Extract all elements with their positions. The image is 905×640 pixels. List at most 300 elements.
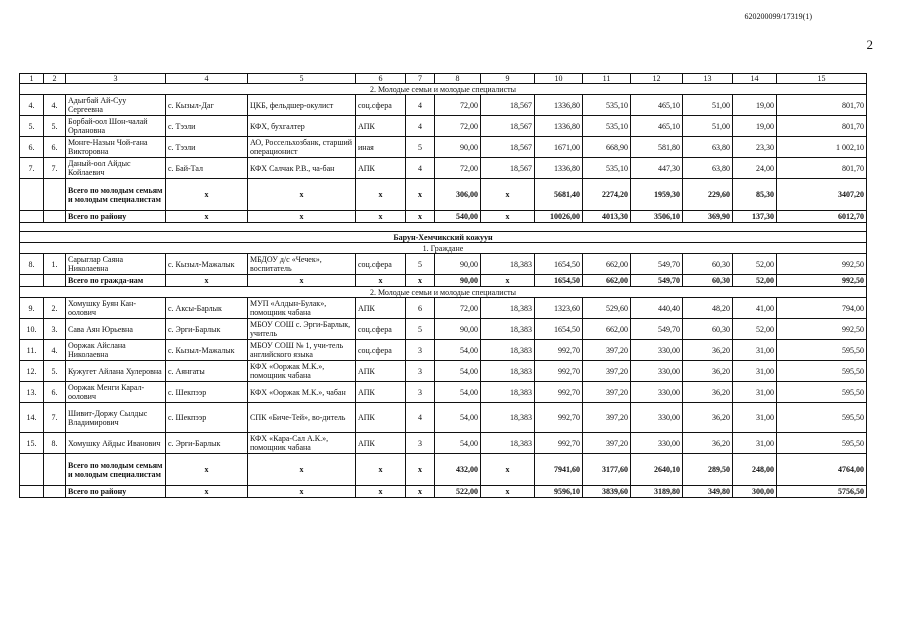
table-cell: соц.сфера — [356, 254, 406, 275]
table-cell: 794,00 — [777, 298, 867, 319]
table-cell: 330,00 — [631, 433, 683, 454]
table-cell: с. Бай-Тал — [166, 158, 248, 179]
column-header: 15 — [777, 74, 867, 84]
table-cell: 36,20 — [683, 361, 733, 382]
table-cell: 3 — [406, 361, 435, 382]
table-cell: 595,50 — [777, 403, 867, 433]
table-cell: 52,00 — [733, 254, 777, 275]
total-cell: 349,80 — [683, 486, 733, 498]
total-cell: Всего по району — [66, 486, 166, 498]
table-cell: МБОУ СОШ № 1, учи-тель английского языка — [248, 340, 356, 361]
table-cell: КФХ Салчак Р.В., ча-бан — [248, 158, 356, 179]
table-cell: 330,00 — [631, 403, 683, 433]
table-row — [20, 254, 867, 275]
total-cell: 4013,30 — [583, 211, 631, 223]
table-cell: 4. — [44, 340, 66, 361]
document-id: 620200099/17319(1) — [744, 12, 812, 21]
table-cell: 18,383 — [481, 361, 535, 382]
table-cell: КФХ «Ооржак М.К.», помощник чабана — [248, 361, 356, 382]
table-row — [20, 361, 867, 382]
table-cell: Сарыглар Саяна Николаевна — [66, 254, 166, 275]
table-cell: 60,30 — [683, 254, 733, 275]
table-cell: Ооржак Айслана Николаевна — [66, 340, 166, 361]
table-cell: 31,00 — [733, 340, 777, 361]
table-cell: 3 — [406, 382, 435, 403]
table-cell: 31,00 — [733, 433, 777, 454]
section-heading: 2. Молодые семьи и молодые специалисты — [20, 287, 867, 298]
table-cell: 54,00 — [435, 433, 481, 454]
table-cell: с. Кызыл-Даг — [166, 95, 248, 116]
table-cell: 7. — [44, 403, 66, 433]
total-cell: 229,60 — [683, 179, 733, 211]
table-cell: 54,00 — [435, 403, 481, 433]
empty-cell — [44, 486, 66, 498]
table-cell: АО, Россельхозбанк, старший операционист — [248, 137, 356, 158]
table-cell: 992,50 — [777, 254, 867, 275]
table-cell: 51,00 — [683, 116, 733, 137]
district-heading: Барун-Хемчикский кожуун — [20, 232, 867, 243]
table-cell: 19,00 — [733, 116, 777, 137]
table-cell: 535,10 — [583, 158, 631, 179]
table-cell: Сава Аян Юрьевна — [66, 319, 166, 340]
table-cell: АПК — [356, 382, 406, 403]
table-cell: 18,567 — [481, 137, 535, 158]
table-cell: 4. — [44, 95, 66, 116]
table-cell: 24,00 — [733, 158, 777, 179]
table-cell: 1671,00 — [535, 137, 583, 158]
table-cell: 662,00 — [583, 319, 631, 340]
table-cell: 18,567 — [481, 158, 535, 179]
table-cell: 14. — [20, 403, 44, 433]
table-cell: АПК — [356, 433, 406, 454]
table-row — [20, 340, 867, 361]
table-cell: 90,00 — [435, 319, 481, 340]
total-cell: 9596,10 — [535, 486, 583, 498]
table-cell: 18,383 — [481, 254, 535, 275]
table-cell: соц.сфера — [356, 340, 406, 361]
table-cell: Борбай-оол Шон-чалай Орлановна — [66, 116, 166, 137]
table-cell: ЦКБ, фельдшер-окулист — [248, 95, 356, 116]
total-cell: x — [166, 179, 248, 211]
table-cell: 1336,80 — [535, 95, 583, 116]
table-cell: 668,90 — [583, 137, 631, 158]
total-cell: Всего по району — [66, 211, 166, 223]
table-cell: КФХ «Кара-Сал А.К.», помощник чабана — [248, 433, 356, 454]
column-header: 9 — [481, 74, 535, 84]
empty-cell — [44, 211, 66, 223]
total-cell: Всего по молодым семьям и молодым специалистам — [66, 179, 166, 211]
subsidy-table — [19, 73, 867, 498]
table-cell: 465,10 — [631, 116, 683, 137]
total-cell: x — [356, 179, 406, 211]
table-cell: 5. — [44, 116, 66, 137]
column-header: 14 — [733, 74, 777, 84]
column-header: 8 — [435, 74, 481, 84]
table-cell: 7. — [20, 158, 44, 179]
total-cell: 992,50 — [777, 275, 867, 287]
total-cell: 3177,60 — [583, 454, 631, 486]
table-cell: МБОУ СОШ с. Эрги-Барлык, учитель — [248, 319, 356, 340]
table-cell: 4 — [406, 158, 435, 179]
empty-cell — [20, 275, 44, 287]
total-cell: 540,00 — [435, 211, 481, 223]
table-cell: 36,20 — [683, 433, 733, 454]
table-cell: 4 — [406, 116, 435, 137]
table-cell: 992,70 — [535, 403, 583, 433]
total-cell: 549,70 — [631, 275, 683, 287]
table-cell: 48,20 — [683, 298, 733, 319]
table-cell: 5 — [406, 319, 435, 340]
total-cell: 60,30 — [683, 275, 733, 287]
table-cell: 595,50 — [777, 433, 867, 454]
table-cell: 5 — [406, 254, 435, 275]
table-cell: 31,00 — [733, 403, 777, 433]
table-cell: 12. — [20, 361, 44, 382]
table-cell: с. Шекпээр — [166, 382, 248, 403]
table-cell: с. Тээли — [166, 137, 248, 158]
table-cell: 72,00 — [435, 158, 481, 179]
table-cell: 535,10 — [583, 116, 631, 137]
table-cell: 447,30 — [631, 158, 683, 179]
section-heading-row — [20, 84, 867, 95]
table-cell: 72,00 — [435, 95, 481, 116]
total-cell: x — [248, 275, 356, 287]
table-cell: АПК — [356, 116, 406, 137]
table-cell: с. Эрги-Барлык — [166, 319, 248, 340]
table-cell: 31,00 — [733, 382, 777, 403]
section-heading-row — [20, 287, 867, 298]
total-cell: 3407,20 — [777, 179, 867, 211]
empty-cell — [20, 211, 44, 223]
table-cell: 63,80 — [683, 158, 733, 179]
subtotal-row — [20, 275, 867, 287]
table-cell: 2. — [44, 298, 66, 319]
total-cell: x — [166, 275, 248, 287]
table-cell: 36,20 — [683, 382, 733, 403]
table-cell: 63,80 — [683, 137, 733, 158]
section-heading: 2. Молодые семьи и молодые специалисты — [20, 84, 867, 95]
table-cell: АПК — [356, 403, 406, 433]
table-cell: Шивит-Доржу Сылдыс Владимирович — [66, 403, 166, 433]
district-heading-row — [20, 232, 867, 243]
table-cell: 18,383 — [481, 403, 535, 433]
table-cell: 23,30 — [733, 137, 777, 158]
table-cell: 1 002,10 — [777, 137, 867, 158]
table-cell: 51,00 — [683, 95, 733, 116]
table-cell: 549,70 — [631, 254, 683, 275]
table-cell: 801,70 — [777, 158, 867, 179]
table-cell: 6. — [20, 137, 44, 158]
total-cell: x — [406, 179, 435, 211]
table-row — [20, 382, 867, 403]
empty-cell — [44, 179, 66, 211]
blank-cell — [20, 223, 867, 232]
table-cell: КФХ «Ооржак М.К.», чабан — [248, 382, 356, 403]
table-cell: 549,70 — [631, 319, 683, 340]
table-cell: 36,20 — [683, 403, 733, 433]
table-cell: 18,383 — [481, 340, 535, 361]
table-cell: 992,70 — [535, 361, 583, 382]
table-cell: 595,50 — [777, 382, 867, 403]
total-cell: 3839,60 — [583, 486, 631, 498]
table-cell: с. Кызыл-Мажалык — [166, 254, 248, 275]
table-cell: Кужугет Айлана Хулеровна — [66, 361, 166, 382]
table-cell: 10. — [20, 319, 44, 340]
table-cell: с. Аянгаты — [166, 361, 248, 382]
table-cell: с. Эрги-Барлык — [166, 433, 248, 454]
table-cell: 992,70 — [535, 340, 583, 361]
table-cell: 397,20 — [583, 340, 631, 361]
table-cell: Хомушку Айдыс Иванович — [66, 433, 166, 454]
table-cell: 8. — [20, 254, 44, 275]
total-cell: x — [356, 486, 406, 498]
table-cell: 992,70 — [535, 382, 583, 403]
table-cell: 397,20 — [583, 403, 631, 433]
total-cell: x — [481, 211, 535, 223]
table-cell: 13. — [20, 382, 44, 403]
table-cell: 330,00 — [631, 361, 683, 382]
blank-row — [20, 223, 867, 232]
table-cell: 529,60 — [583, 298, 631, 319]
table-cell: 54,00 — [435, 340, 481, 361]
total-cell: 7941,60 — [535, 454, 583, 486]
table-cell: 3. — [44, 319, 66, 340]
table-cell: 52,00 — [733, 319, 777, 340]
table-row — [20, 116, 867, 137]
table-cell: с. Тээли — [166, 116, 248, 137]
total-cell: 5756,50 — [777, 486, 867, 498]
table-cell: 992,50 — [777, 319, 867, 340]
table-row — [20, 158, 867, 179]
table-cell: 31,00 — [733, 361, 777, 382]
table-cell: Ооржак Менги Карал-оолович — [66, 382, 166, 403]
table-cell: Даный-оол Айдыс Койлаевич — [66, 158, 166, 179]
table-cell: 18,383 — [481, 319, 535, 340]
table-cell: 60,30 — [683, 319, 733, 340]
column-header: 12 — [631, 74, 683, 84]
subtotal-row — [20, 454, 867, 486]
column-header: 6 — [356, 74, 406, 84]
table-cell: 1336,80 — [535, 158, 583, 179]
table-cell: МБДОУ д/с «Чечек», воспитатель — [248, 254, 356, 275]
table-cell: СПК «Биче-Тей», во-дитель — [248, 403, 356, 433]
table-cell: 1654,50 — [535, 319, 583, 340]
table-cell: МУП «Алдын-Булак», помощник чабана — [248, 298, 356, 319]
table-cell: 36,20 — [683, 340, 733, 361]
total-cell: x — [248, 486, 356, 498]
total-cell: 90,00 — [435, 275, 481, 287]
table-cell: 4 — [406, 403, 435, 433]
table-cell: 581,80 — [631, 137, 683, 158]
table-cell: с. Аксы-Барлык — [166, 298, 248, 319]
table-cell: 397,20 — [583, 361, 631, 382]
total-cell: 3189,80 — [631, 486, 683, 498]
total-cell: x — [481, 486, 535, 498]
column-header: 2 — [44, 74, 66, 84]
total-cell: x — [406, 454, 435, 486]
total-cell: x — [481, 454, 535, 486]
table-cell: 5. — [44, 361, 66, 382]
total-cell: 6012,70 — [777, 211, 867, 223]
table-cell: 535,10 — [583, 95, 631, 116]
table-cell: 54,00 — [435, 361, 481, 382]
total-cell: x — [481, 275, 535, 287]
column-header: 7 — [406, 74, 435, 84]
table-cell: 440,40 — [631, 298, 683, 319]
table-cell: КФХ, бухгалтер — [248, 116, 356, 137]
total-cell: 369,90 — [683, 211, 733, 223]
column-header: 11 — [583, 74, 631, 84]
table-cell: АПК — [356, 361, 406, 382]
table-cell: соц.сфера — [356, 319, 406, 340]
total-cell: x — [166, 211, 248, 223]
total-cell: x — [166, 454, 248, 486]
total-cell: x — [356, 211, 406, 223]
table-cell: 330,00 — [631, 340, 683, 361]
total-cell: 3506,10 — [631, 211, 683, 223]
total-cell: x — [248, 211, 356, 223]
column-header-row — [20, 74, 867, 84]
table-cell: 5. — [20, 116, 44, 137]
table-cell: 18,383 — [481, 433, 535, 454]
table-cell: 90,00 — [435, 137, 481, 158]
table-cell: Монге-Назын Чой-гана Викторовна — [66, 137, 166, 158]
total-cell: 2274,20 — [583, 179, 631, 211]
empty-cell — [20, 486, 44, 498]
subtotal-row — [20, 179, 867, 211]
table-cell: 3 — [406, 340, 435, 361]
table-cell: 90,00 — [435, 254, 481, 275]
total-cell: x — [166, 486, 248, 498]
table-cell: 4. — [20, 95, 44, 116]
table-cell: соц.сфера — [356, 95, 406, 116]
table-cell: 397,20 — [583, 382, 631, 403]
column-header: 10 — [535, 74, 583, 84]
table-cell: 19,00 — [733, 95, 777, 116]
table-row — [20, 319, 867, 340]
total-cell: 4764,00 — [777, 454, 867, 486]
table-cell: 7. — [44, 158, 66, 179]
table-cell: Адыгбай Ай-Суу Сергеевна — [66, 95, 166, 116]
table-row — [20, 298, 867, 319]
table-row — [20, 433, 867, 454]
table-cell: 54,00 — [435, 382, 481, 403]
page-number: 2 — [866, 37, 873, 52]
column-header: 3 — [66, 74, 166, 84]
table-cell: 801,70 — [777, 95, 867, 116]
table-cell: АПК — [356, 158, 406, 179]
table-cell: 8. — [44, 433, 66, 454]
table-cell: 72,00 — [435, 116, 481, 137]
table-cell: 72,00 — [435, 298, 481, 319]
total-cell: 5681,40 — [535, 179, 583, 211]
table-row — [20, 403, 867, 433]
table-cell: с. Шекпээр — [166, 403, 248, 433]
table-cell: 4 — [406, 95, 435, 116]
table-cell: АПК — [356, 298, 406, 319]
total-cell: 10026,00 — [535, 211, 583, 223]
table-cell: 330,00 — [631, 382, 683, 403]
table-cell: 397,20 — [583, 433, 631, 454]
total-cell: x — [356, 275, 406, 287]
table-cell: 1654,50 — [535, 254, 583, 275]
total-cell: 52,00 — [733, 275, 777, 287]
total-cell: Всего по молодым семьям и молодым специалистам — [66, 454, 166, 486]
total-cell: x — [481, 179, 535, 211]
table-cell: 9. — [20, 298, 44, 319]
total-cell: 248,00 — [733, 454, 777, 486]
total-cell: x — [406, 275, 435, 287]
table-cell: иная — [356, 137, 406, 158]
table-cell: 595,50 — [777, 361, 867, 382]
table-cell: Хомушку Буян Кан-оолович — [66, 298, 166, 319]
total-cell: x — [356, 454, 406, 486]
empty-cell — [20, 454, 44, 486]
empty-cell — [44, 454, 66, 486]
total-cell: 522,00 — [435, 486, 481, 498]
column-header: 4 — [166, 74, 248, 84]
table-cell: 41,00 — [733, 298, 777, 319]
total-cell: 306,00 — [435, 179, 481, 211]
table-cell: 992,70 — [535, 433, 583, 454]
total-cell: 289,50 — [683, 454, 733, 486]
district-total-row — [20, 486, 867, 498]
table-cell: 1. — [44, 254, 66, 275]
total-cell: x — [406, 486, 435, 498]
total-cell: 137,30 — [733, 211, 777, 223]
column-header: 1 — [20, 74, 44, 84]
table-cell: 18,383 — [481, 382, 535, 403]
total-cell: 1959,30 — [631, 179, 683, 211]
column-header: 13 — [683, 74, 733, 84]
table-cell: 11. — [20, 340, 44, 361]
total-cell: Всего по гражда-нам — [66, 275, 166, 287]
total-cell: 432,00 — [435, 454, 481, 486]
total-cell: 1654,50 — [535, 275, 583, 287]
table-cell: 5 — [406, 137, 435, 158]
district-total-row — [20, 211, 867, 223]
section-heading: 1. Граждане — [20, 243, 867, 254]
table-cell: 18,567 — [481, 95, 535, 116]
table-cell: 1323,60 — [535, 298, 583, 319]
table-cell: с. Кызыл-Мажалык — [166, 340, 248, 361]
table-cell: 6. — [44, 137, 66, 158]
table-cell: 1336,80 — [535, 116, 583, 137]
total-cell: x — [248, 179, 356, 211]
table-row — [20, 137, 867, 158]
table-cell: 18,567 — [481, 116, 535, 137]
total-cell: x — [406, 211, 435, 223]
table-cell: 15. — [20, 433, 44, 454]
column-header: 5 — [248, 74, 356, 84]
empty-cell — [44, 275, 66, 287]
table-cell: 6. — [44, 382, 66, 403]
total-cell: 2640,10 — [631, 454, 683, 486]
table-cell: 6 — [406, 298, 435, 319]
table-row — [20, 95, 867, 116]
total-cell: x — [248, 454, 356, 486]
table-cell: 595,50 — [777, 340, 867, 361]
total-cell: 300,00 — [733, 486, 777, 498]
table-cell: 465,10 — [631, 95, 683, 116]
table-cell: 3 — [406, 433, 435, 454]
total-cell: 662,00 — [583, 275, 631, 287]
table-cell: 801,70 — [777, 116, 867, 137]
empty-cell — [20, 179, 44, 211]
total-cell: 85,30 — [733, 179, 777, 211]
table-cell: 18,383 — [481, 298, 535, 319]
table-cell: 662,00 — [583, 254, 631, 275]
